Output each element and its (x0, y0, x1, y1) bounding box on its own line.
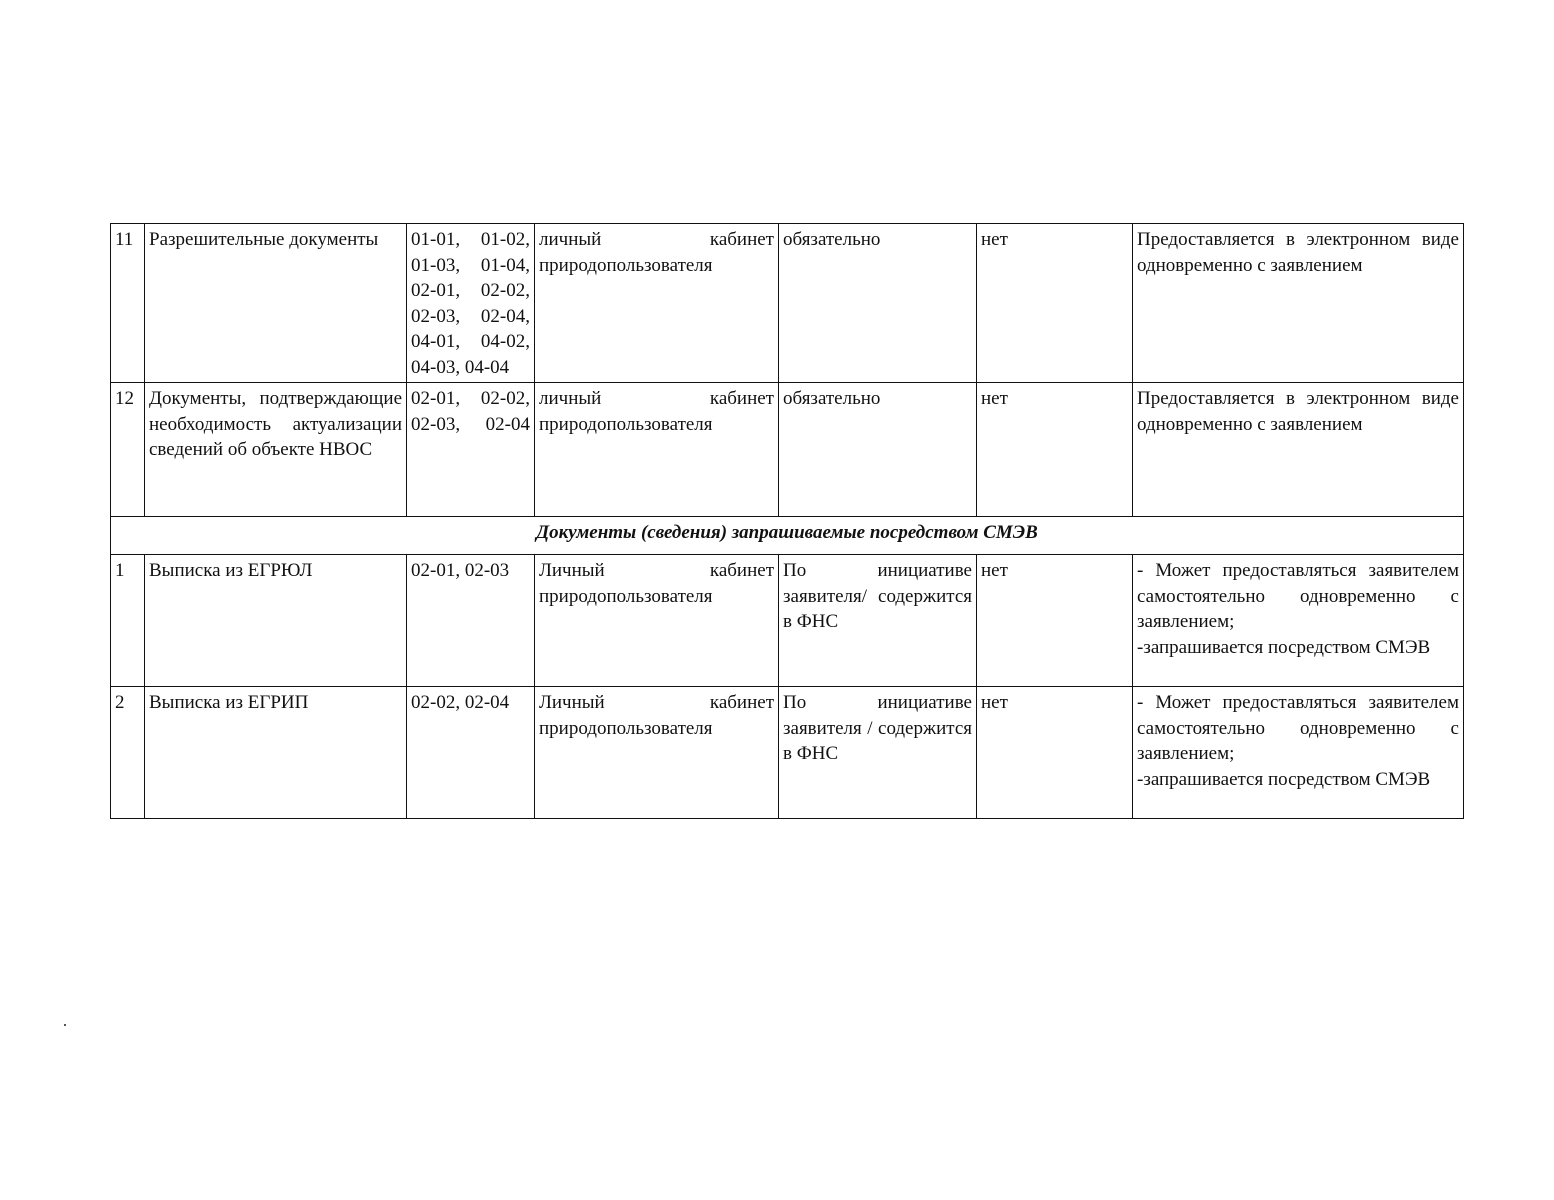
payment: нет (977, 555, 1133, 687)
row-number: 11 (111, 224, 145, 383)
service-codes (407, 383, 535, 517)
table-row (111, 555, 1464, 687)
document-name: Разрешительные документы (145, 224, 407, 383)
code-line: 04-01, 04-02, (411, 331, 530, 352)
code-line: 02-01, 02-02, (411, 280, 530, 301)
payment: нет (977, 383, 1133, 517)
row-number: 2 (111, 687, 145, 819)
note: Предоставляется в электронном виде одновременно с заявлением (1133, 383, 1464, 517)
note-part: - Может предоставляться заявителем самостоятельно одновременно с заявлением; (1137, 560, 1459, 632)
document-source: Личный кабинет природопользователя (535, 687, 779, 819)
row-number: 1 (111, 555, 145, 687)
service-codes: 02-02, 02-04 (407, 687, 535, 819)
code-line: 02-01, 02-02, (411, 388, 530, 409)
document-name: Документы, подтверждающие необходимость актуализации сведений об объекте НВОС (145, 383, 407, 517)
table-row (111, 224, 1464, 383)
requirement: По инициативе заявителя/ содержится в ФНС (779, 555, 977, 687)
document-source: Личный кабинет природопользователя (535, 555, 779, 687)
code-line: 01-01, 01-02, (411, 229, 530, 250)
code-line: 02-03, 02-04, (411, 305, 530, 327)
row-number: 12 (111, 383, 145, 517)
payment: нет (977, 687, 1133, 819)
requirement: обязательно (779, 224, 977, 383)
documents-table (110, 223, 1464, 819)
note (1133, 555, 1464, 687)
note: Предоставляется в электронном виде одновременно с заявлением (1133, 224, 1464, 383)
note-part: - Может предоставляться заявителем самостоятельно одновременно с заявлением; (1137, 692, 1459, 764)
requirement: обязательно (779, 383, 977, 517)
table-row (111, 687, 1464, 819)
section-title: Документы (сведения) запрашиваемые посредством СМЭВ (111, 517, 1464, 555)
service-codes (407, 224, 535, 383)
document-name: Выписка из ЕГРЮЛ (145, 555, 407, 687)
note-part: -запрашивается посредством СМЭВ (1137, 636, 1431, 658)
code-line: 04-03, 04-04 (411, 356, 510, 378)
document-name: Выписка из ЕГРИП (145, 687, 407, 819)
section-header-row (111, 517, 1464, 555)
code-line: 02-03, 02-04 (411, 413, 530, 435)
document-source: личный кабинет природопользователя (535, 383, 779, 517)
scan-speck (64, 1024, 66, 1026)
requirement: По инициативе заявителя / содержится в ФНС (779, 687, 977, 819)
note (1133, 687, 1464, 819)
service-codes: 02-01, 02-03 (407, 555, 535, 687)
code-line: 01-03, 01-04, (411, 254, 530, 276)
table-row (111, 383, 1464, 517)
note-part: -запрашивается посредством СМЭВ (1137, 768, 1431, 790)
payment: нет (977, 224, 1133, 383)
document-source: личный кабинет природопользователя (535, 224, 779, 383)
